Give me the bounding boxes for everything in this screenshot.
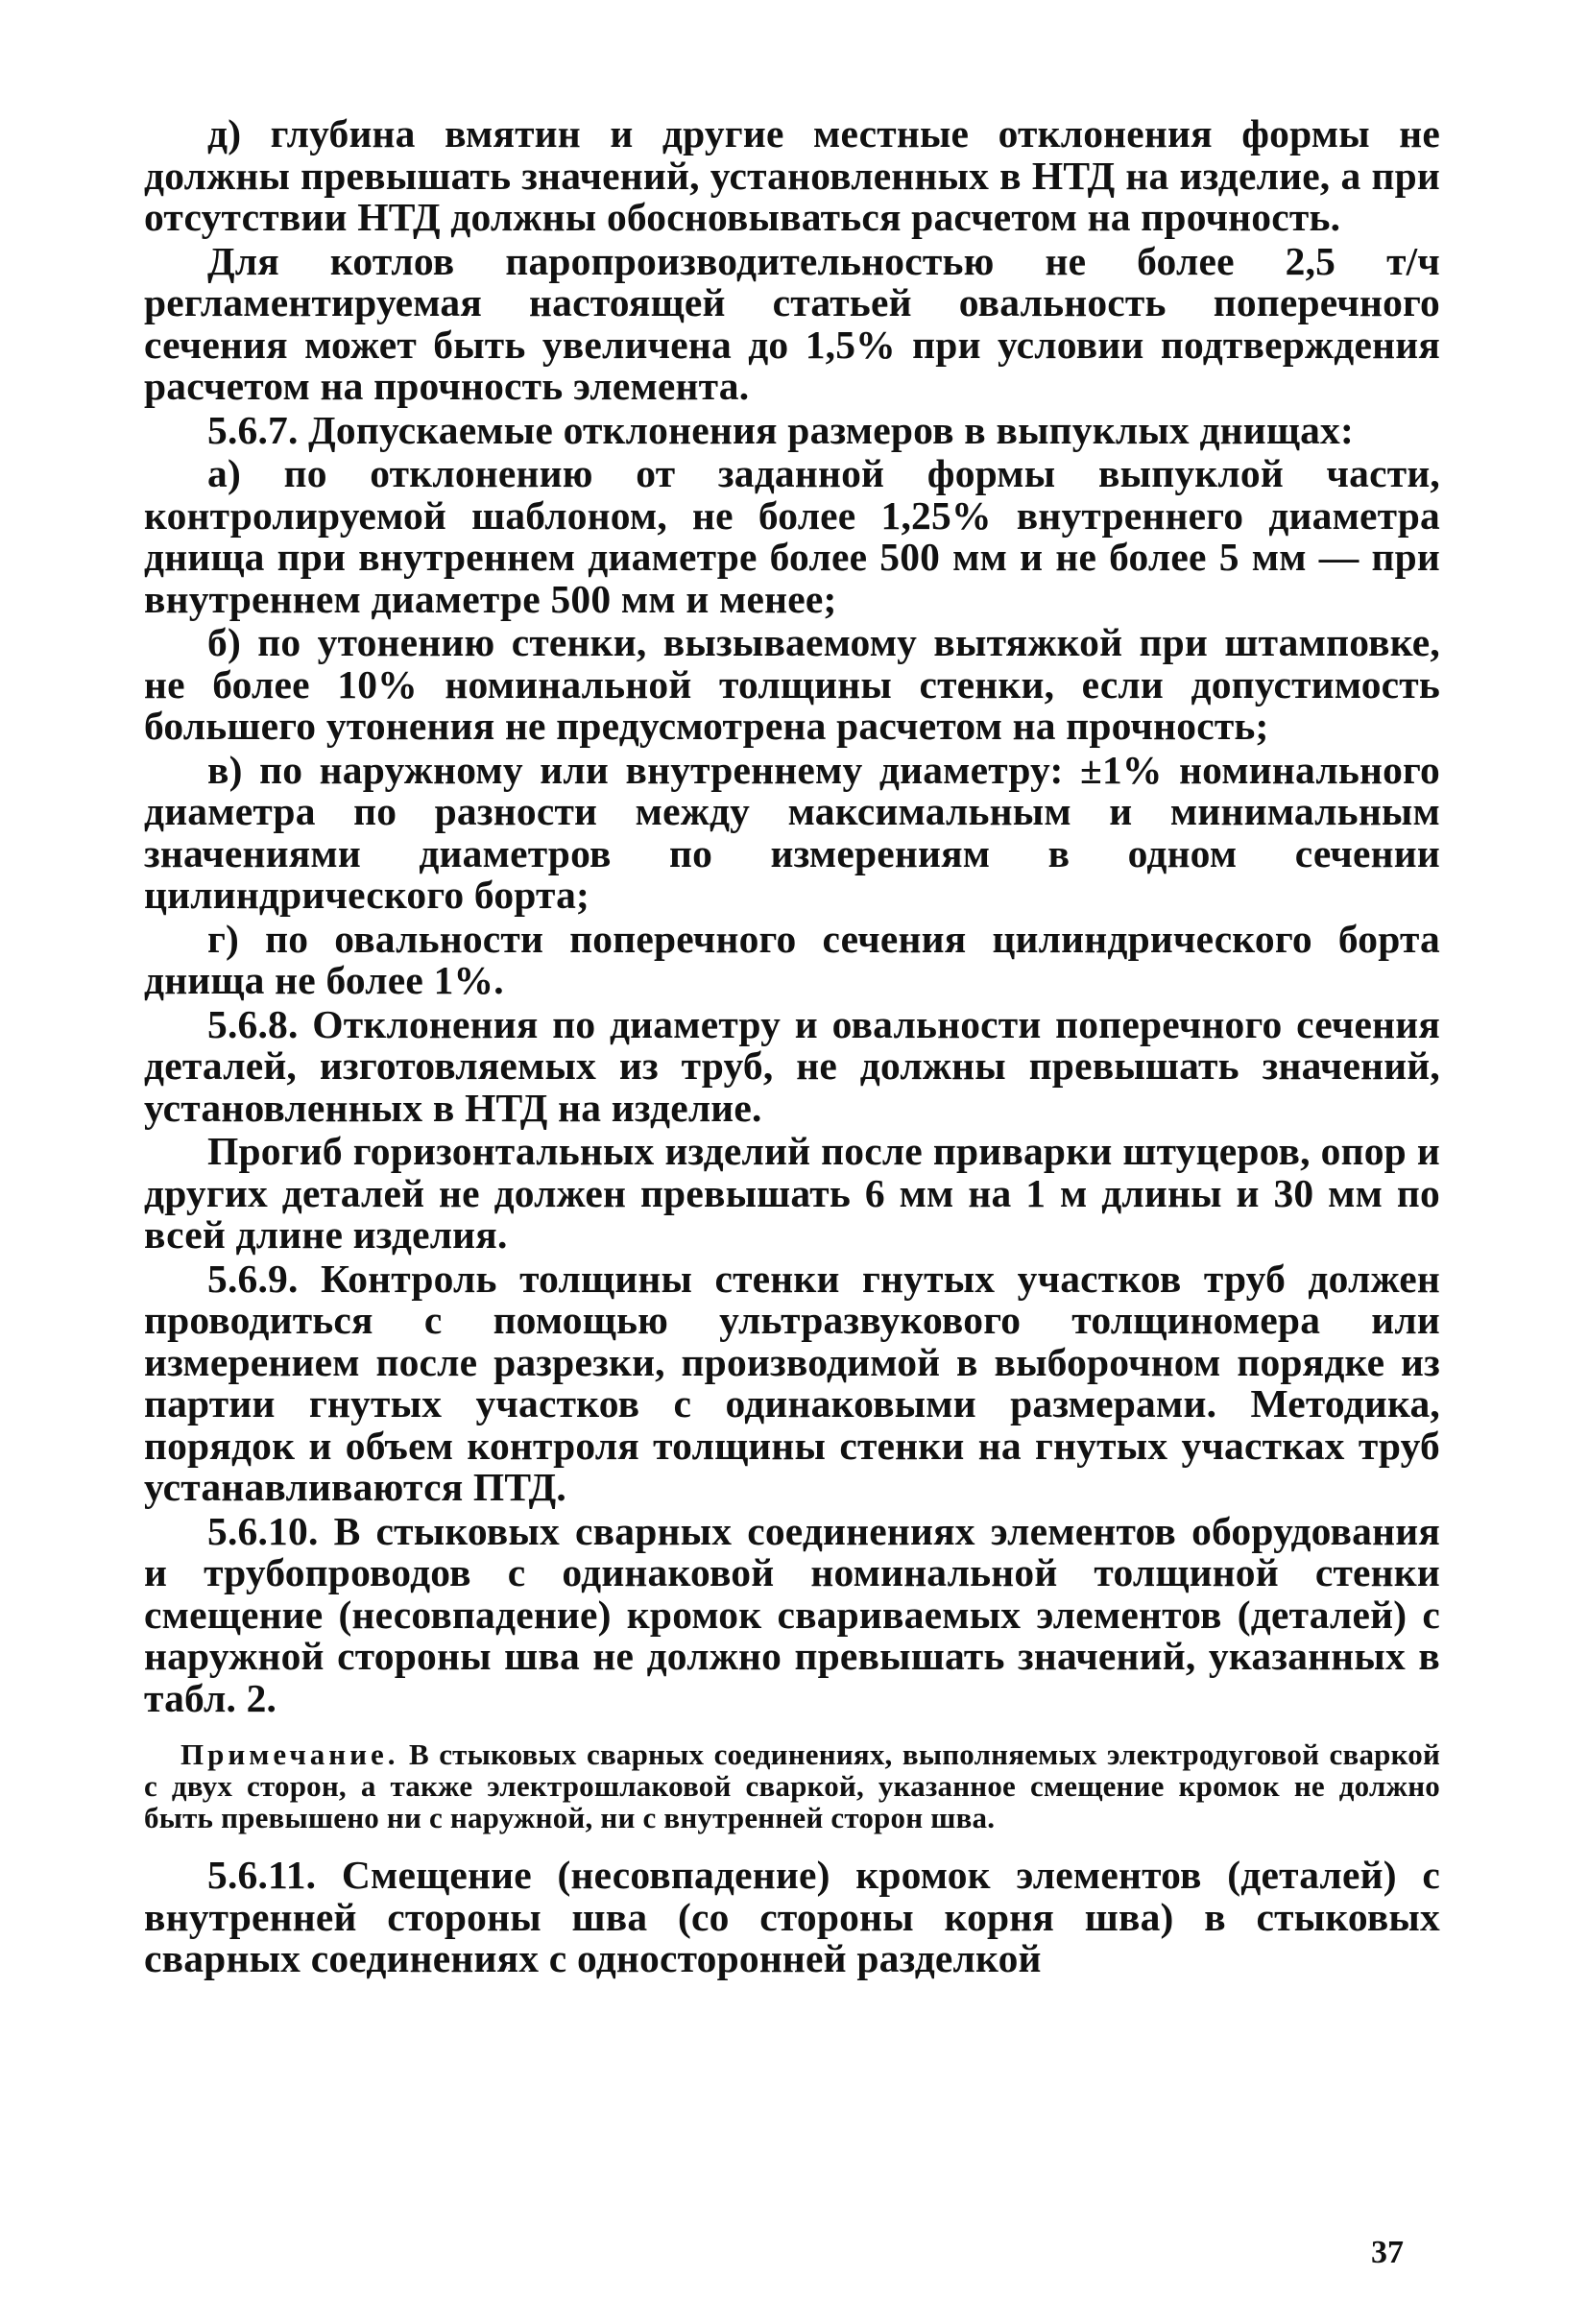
- paragraph-item-a: а) по отклонению от заданной формы выпуклой части, контролируемой шаблоном, не более 1,25% внутреннего диаметра днища при внутреннем диаметре более 500 мм и не более 5 мм — при внутреннем диаметре 500 мм и менее;: [144, 451, 1440, 621]
- paragraph-5-6-7: 5.6.7. Допускаемые отклонения размеров в выпуклых днищах:: [207, 407, 1355, 452]
- paragraph-boiler-ovality: Для котлов паропроизводительностью не более 2,5 т/ч регламентируемая настоящей статьей овальность поперечного сечения может быть увеличена до 1,5% при условии подтверждения расчетом на прочность элемента.: [144, 238, 1440, 408]
- paragraph-deflection: Прогиб горизонтальных изделий после приварки штуцеров, опор и других деталей не должен превышать 6 мм на 1 м длины и 30 мм по всей длине изделия.: [144, 1129, 1440, 1257]
- paragraph-item-v: в) по наружному или внутреннему диаметру: ±1% номинального диаметра по разности между максимальным и минимальным значениями диаметров по измерениям в одном сечении цилиндрического борта;: [144, 747, 1440, 917]
- paragraph-item-d: д) глубина вмятин и другие местные отклонения формы не должны превышать значений, установленных в НТД на изделие, а при отсутствии НТД должны обосновываться расчетом на прочность.: [144, 111, 1440, 239]
- paragraph-5-6-9: 5.6.9. Контроль толщины стенки гнутых участков труб должен проводиться с помощью ультразвукового толщиномера или измерением после разрезки, производимой в выборочном порядке из партии гнутых участков с одинаковыми размерами. Методика, порядок и объем контроля толщины стенки на гнутых участках труб устанавливаются ПТД.: [144, 1256, 1440, 1509]
- note-block: [144, 1738, 1440, 1833]
- paragraph-5-6-10: 5.6.10. В стыковых сварных соединениях элементов оборудования и трубопроводов с одинаковой номинальной толщиной стенки смещение (несовпадение) кромок свариваемых элементов (деталей) с наружной стороны шва не должно превышать значений, указанных в табл. 2.: [144, 1508, 1440, 1720]
- document-page: [144, 113, 1440, 1982]
- paragraph-5-6-8: 5.6.8. Отклонения по диаметру и овальности поперечного сечения деталей, изготовляемых из труб, не должны превышать значений, установленных в НТД на изделие.: [144, 1001, 1440, 1130]
- paragraph-item-g: г) по овальности поперечного сечения цилиндрического борта днища не более 1%.: [144, 916, 1440, 1002]
- paragraph-item-b: б) по утонению стенки, вызываемому вытяжкой при штамповке, не более 10% номинальной толщины стенки, если допустимость большего утонения не предусмотрена расчетом на прочность;: [144, 620, 1440, 748]
- note-text: В стыковых сварных соединениях, выполняемых электродуговой сваркой с двух сторон, а также электрошлаковой сваркой, указанное смещение кромок не должно быть превышено ни с наружной, ни с внутренней сторон шва.: [144, 1737, 1441, 1834]
- paragraph-5-6-11: 5.6.11. Смещение (несовпадение) кромок элементов (деталей) с внутренней стороны шва (со стороны корня шва) в стыковых сварных соединениях с односторонней разделкой: [144, 1853, 1440, 1980]
- page-number: 37: [1371, 2235, 1404, 2270]
- note-label: Примечание.: [180, 1737, 399, 1771]
